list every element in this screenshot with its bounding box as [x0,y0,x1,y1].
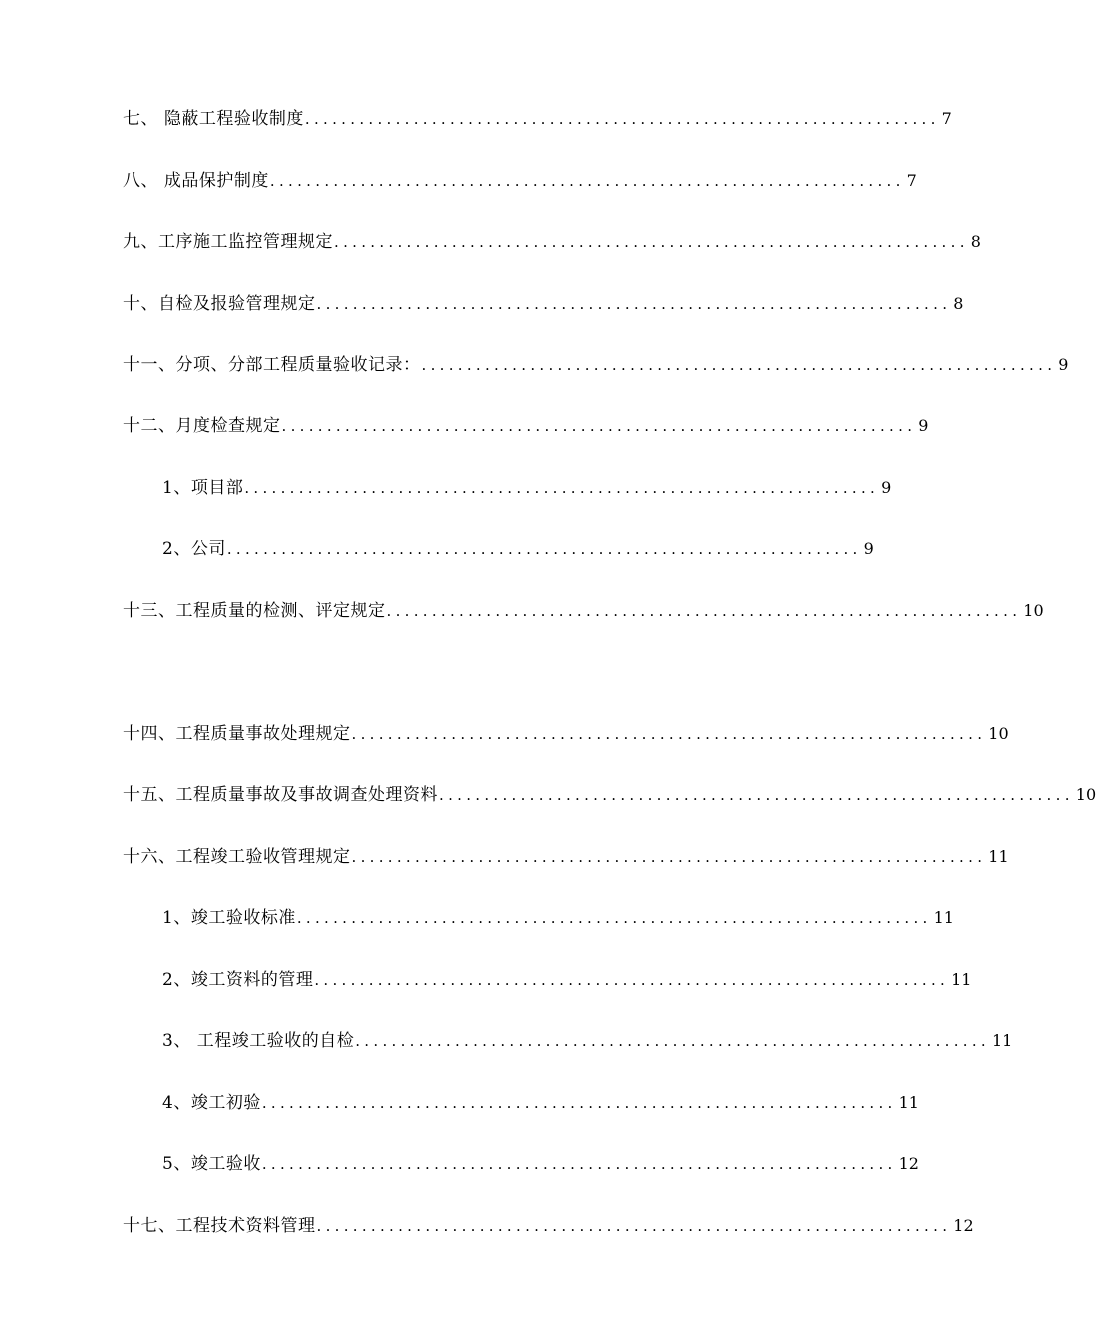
toc-entry-page: 7 [906,171,917,190]
toc-entry-label: 七、 隐蔽工程验收制度 [123,109,304,129]
toc-entry-label: 八、 成品保护制度 [123,171,269,191]
toc-entry[interactable] [123,598,1044,624]
toc-entry[interactable] [123,229,981,255]
toc-leader-dots: ...................................................................... [351,848,987,866]
toc-entry-page: 11 [898,1093,919,1112]
toc-entry-page: 11 [992,1031,1013,1050]
toc-entry[interactable] [123,291,964,317]
toc-leader-dots: ...................................................................... [421,356,1057,374]
toc-leader-dots: ...................................................................... [334,233,969,251]
toc-leader-dots: ...................................................................... [439,786,1074,804]
toc-entry[interactable] [123,844,1009,870]
toc-entry[interactable] [162,475,892,501]
toc-entry-label: 5、竣工验收 [162,1154,261,1174]
toc-entry-page: 10 [1023,601,1044,620]
toc-entry-label: 十一、分项、分部工程质量验收记录： [123,355,421,375]
toc-leader-dots: ...................................................................... [355,1032,990,1050]
toc-leader-dots: ...................................................................... [316,1217,952,1235]
toc-leader-dots: ...................................................................... [269,172,905,190]
toc-entry-label: 九、工序施工监控管理规定 [123,232,333,252]
toc-entry[interactable] [123,352,1069,378]
toc-leader-dots: ...................................................................... [244,479,880,497]
toc-entry-page: 8 [953,294,964,313]
toc-entry-page: 11 [933,908,954,927]
toc-entry-label: 十二、月度检查规定 [123,416,281,436]
toc-entry-page: 10 [1075,785,1096,804]
toc-entry[interactable] [123,782,1096,808]
toc-leader-dots: ...................................................................... [261,1155,897,1173]
toc-entry-page: 9 [1058,355,1069,374]
toc-leader-dots: ...................................................................... [304,110,940,128]
toc-entry[interactable] [123,168,917,194]
toc-entry[interactable] [162,1151,919,1177]
toc-entry-label: 1、竣工验收标准 [162,908,296,928]
toc-entry-page: 12 [898,1154,919,1173]
toc-entry-label: 2、竣工资料的管理 [162,970,314,990]
toc-entry-label: 1、项目部 [162,478,244,498]
toc-entry-label: 3、 工程竣工验收的自检 [162,1031,355,1051]
toc-entry-label: 十七、工程技术资料管理 [123,1216,316,1236]
toc-entry-page: 7 [941,109,952,128]
toc-entry-page: 11 [951,970,972,989]
toc-entry[interactable] [162,536,874,562]
toc-leader-dots: ...................................................................... [351,725,987,743]
toc-entry[interactable] [123,1213,974,1239]
toc-entry[interactable] [123,413,929,439]
toc-entry-page: 10 [988,724,1009,743]
toc-entry-label: 2、公司 [162,539,226,559]
toc-entry[interactable] [162,905,954,931]
toc-entry-label: 十四、工程质量事故处理规定 [123,724,351,744]
toc-leader-dots: ...................................................................... [261,1094,897,1112]
toc-leader-dots: ...................................................................... [386,602,1022,620]
toc-entry-label: 十三、工程质量的检测、评定规定 [123,601,386,621]
toc-entry[interactable] [123,721,1009,747]
toc-entry-page: 8 [970,232,981,251]
toc-entry[interactable] [162,1028,1013,1054]
toc-entry-page: 12 [953,1216,974,1235]
toc-entry-label: 十六、工程竣工验收管理规定 [123,847,351,867]
toc-entry-label: 十、自检及报验管理规定 [123,294,316,314]
toc-entry-label: 十五、工程质量事故及事故调查处理资料 [123,785,438,805]
toc-leader-dots: ...................................................................... [316,295,952,313]
toc-leader-dots: ...................................................................... [296,909,932,927]
toc-leader-dots: ...................................................................... [314,971,950,989]
toc-entry[interactable] [162,1090,919,1116]
toc-entry[interactable] [162,967,972,993]
toc-entry-page: 9 [863,539,874,558]
toc-leader-dots: ...................................................................... [281,417,917,435]
toc-leader-dots: ...................................................................... [226,540,862,558]
toc-entry-page: 11 [988,847,1009,866]
toc-entry-page: 9 [881,478,892,497]
toc-entry-page: 9 [918,416,929,435]
toc-entry[interactable] [123,106,952,132]
toc-entry-label: 4、竣工初验 [162,1093,261,1113]
